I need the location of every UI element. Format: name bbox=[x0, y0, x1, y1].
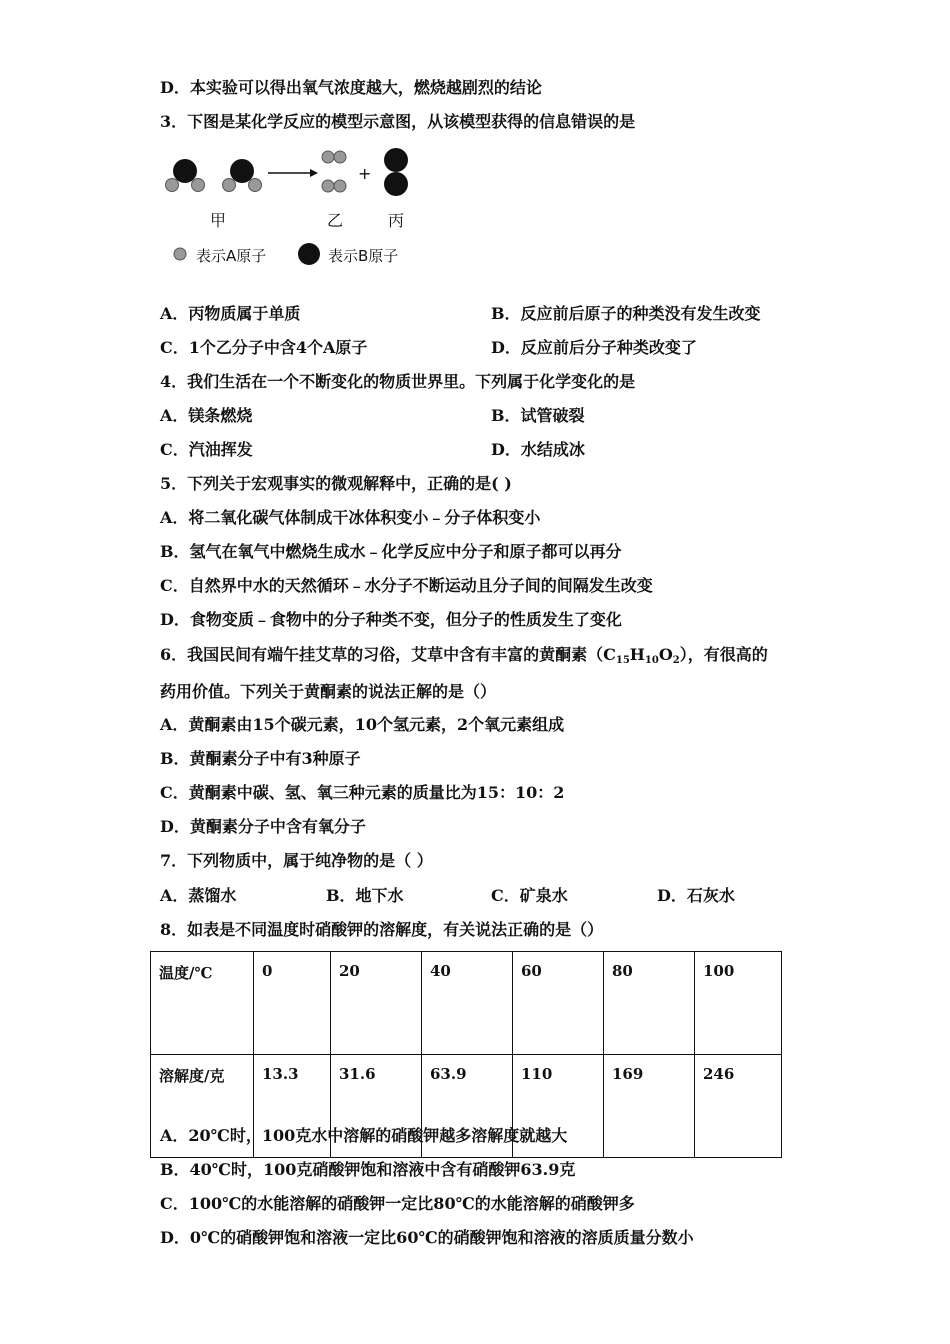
legend-b-text: 表示B原子 bbox=[328, 247, 399, 265]
table-cell: 169 bbox=[604, 1055, 695, 1158]
table-cell: 110 bbox=[513, 1055, 604, 1158]
q4-option-b: B．试管破裂 bbox=[491, 406, 585, 425]
label-yi: 乙 bbox=[327, 211, 344, 230]
q7-stem: 7．下列物质中，属于纯净物的是（ ） bbox=[160, 851, 433, 870]
q5-option-a: A．将二氧化碳气体制成干冰体积变小﹣分子体积变小 bbox=[160, 508, 541, 527]
table-cell: 80 bbox=[604, 952, 695, 1055]
table-cell: 63.9 bbox=[422, 1055, 513, 1158]
q6-option-b: B．黄酮素分子中有3种原子 bbox=[160, 749, 361, 768]
q4-option-a: A．镁条燃烧 bbox=[160, 406, 253, 425]
q6-o: O bbox=[658, 645, 673, 664]
q7-option-b: B．地下水 bbox=[326, 886, 404, 905]
q6-sub-15: 15 bbox=[615, 655, 630, 666]
label-bing: 丙 bbox=[388, 211, 405, 230]
q3-option-d: D．反应前后分子种类改变了 bbox=[491, 338, 697, 357]
q8-option-d: D．0℃的硝酸钾饱和溶液一定比60℃的硝酸钾饱和溶液的溶质质量分数小 bbox=[160, 1228, 694, 1247]
q8-option-c: C．100℃的水能溶解的硝酸钾一定比80℃的水能溶解的硝酸钾多 bbox=[160, 1194, 635, 1213]
q5-option-d: D．食物变质﹣食物中的分子种类不变，但分子的性质发生了变化 bbox=[160, 610, 622, 629]
q3-option-a: A．丙物质属于单质 bbox=[160, 304, 301, 323]
q6-stem-part1: 6．我国民间有端午挂艾草的习俗，艾草中含有丰富的黄酮素（C bbox=[160, 645, 616, 664]
q6-option-d: D．黄酮素分子中含有氧分子 bbox=[160, 817, 366, 836]
legend-b-atom-icon bbox=[298, 243, 320, 265]
label-jia: 甲 bbox=[210, 211, 227, 230]
table-cell: 20 bbox=[331, 952, 422, 1055]
table-cell: 0 bbox=[254, 952, 331, 1055]
reaction-model-diagram bbox=[160, 140, 440, 275]
q3-option-b: B．反应前后原子的种类没有发生改变 bbox=[491, 304, 761, 323]
q6-stem-line2: 药用价值。下列关于黄酮素的说法正解的是（） bbox=[160, 682, 497, 701]
q2-option-d: D．本实验可以得出氧气浓度越大，燃烧越剧烈的结论 bbox=[160, 78, 542, 97]
molecule-jia-1 bbox=[166, 159, 205, 192]
q5-stem: 5．下列关于宏观事实的微观解释中，正确的是( ) bbox=[160, 474, 512, 493]
q4-option-c: C．汽油挥发 bbox=[160, 440, 253, 459]
q6-option-a: A．黄酮素由15个碳元素，10个氢元素，2个氧元素组成 bbox=[160, 715, 565, 734]
label-plus: + bbox=[358, 164, 372, 183]
q4-option-d: D．水结成冰 bbox=[491, 440, 585, 459]
q3-stem: 3．下图是某化学反应的模型示意图，从该模型获得的信息错误的是 bbox=[160, 112, 636, 131]
molecule-bing bbox=[384, 148, 408, 196]
legend-a-atom-icon bbox=[174, 248, 186, 260]
table-cell: 溶解度/克 bbox=[151, 1055, 254, 1158]
table-cell: 100 bbox=[695, 952, 782, 1055]
q6-sub-10: 10 bbox=[644, 655, 659, 666]
q6-stem-line1 bbox=[160, 645, 768, 671]
molecule-jia-2 bbox=[223, 159, 262, 192]
q5-option-b: B．氢气在氧气中燃烧生成水﹣化学反应中分子和原子都可以再分 bbox=[160, 542, 622, 561]
q6-option-c: C．黄酮素中碳、氢、氧三种元素的质量比为15：10：2 bbox=[160, 783, 565, 802]
molecule-yi bbox=[322, 151, 346, 192]
reaction-arrow bbox=[268, 169, 318, 177]
q3-option-c: C．1个乙分子中含4个A原子 bbox=[160, 338, 368, 357]
q7-option-a: A．蒸馏水 bbox=[160, 886, 237, 905]
q4-stem: 4．我们生活在一个不断变化的物质世界里。下列属于化学变化的是 bbox=[160, 372, 636, 391]
q6-h: H bbox=[629, 645, 645, 664]
q6-stem-part2: ），有很高的 bbox=[679, 645, 768, 664]
q8-option-a: A．20℃时，100克水中溶解的硝酸钾越多溶解度就越大 bbox=[160, 1126, 568, 1145]
legend-a-text: 表示A原子 bbox=[196, 247, 267, 265]
table-cell: 246 bbox=[695, 1055, 782, 1158]
q5-option-c: C．自然界中水的天然循环﹣水分子不断运动且分子间的间隔发生改变 bbox=[160, 576, 653, 595]
q8-stem: 8．如表是不同温度时硝酸钾的溶解度，有关说法正确的是（） bbox=[160, 920, 604, 939]
table-cell: 温度/℃ bbox=[151, 952, 254, 1055]
q8-option-b: B．40℃时，100克硝酸钾饱和溶液中含有硝酸钾63.9克 bbox=[160, 1160, 576, 1179]
table-cell: 60 bbox=[513, 952, 604, 1055]
q7-option-c: C．矿泉水 bbox=[491, 886, 568, 905]
table-cell: 31.6 bbox=[331, 1055, 422, 1158]
table-cell: 13.3 bbox=[254, 1055, 331, 1158]
table-cell: 40 bbox=[422, 952, 513, 1055]
table-row bbox=[151, 952, 782, 1055]
q7-option-d: D．石灰水 bbox=[657, 886, 735, 905]
q6-sub-2: 2 bbox=[672, 655, 680, 666]
